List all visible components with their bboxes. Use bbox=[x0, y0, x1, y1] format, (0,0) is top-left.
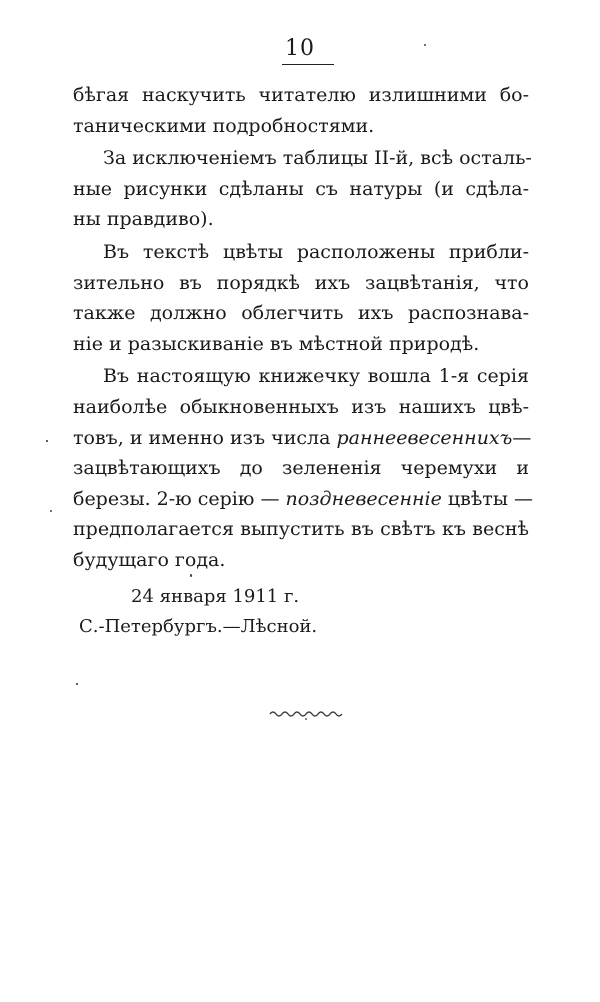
paragraph bbox=[73, 237, 529, 359]
print-speck bbox=[50, 510, 52, 512]
text-line: Въ текстѣ цвѣты расположены прибли- bbox=[103, 240, 529, 263]
text-line bbox=[73, 484, 533, 515]
text-line: За исключеніемъ таблицы II-й, всѣ осталь- bbox=[103, 147, 532, 170]
signature-date: 24 января 1911 г. bbox=[131, 586, 300, 607]
text-line: зацвѣтающихъ до зелененія черемухи и bbox=[73, 457, 529, 480]
print-speck bbox=[46, 440, 48, 442]
text-line: таническими подробностями. bbox=[73, 114, 375, 137]
text-line: также должно облегчить ихъ распознава- bbox=[73, 302, 529, 325]
text-line: Въ настоящую книжечку вошла 1-я серія bbox=[103, 365, 529, 388]
text-line: зительно въ порядкѣ ихъ зацвѣтанія, что bbox=[73, 271, 529, 294]
text-segment: березы. 2-ю серію — bbox=[73, 487, 286, 510]
text-line: наиболѣе обыкновенныхъ изъ нашихъ цвѣ- bbox=[73, 395, 529, 418]
signature-place: С.-Петербургъ.—Лѣсной. bbox=[79, 616, 318, 637]
text-line: предполагается выпустить въ свѣтъ къ веснѣ bbox=[73, 518, 529, 541]
italic-term: поздневесенніе bbox=[285, 487, 442, 510]
body-text bbox=[73, 80, 533, 576]
italic-term: раннеевесеннихъ bbox=[336, 426, 513, 449]
signature-block bbox=[73, 582, 317, 642]
text-line: ны правдиво). bbox=[73, 208, 214, 231]
text-line: ніе и разыскиваніе въ мѣстной природѣ. bbox=[73, 332, 480, 355]
print-speck bbox=[424, 44, 426, 46]
text-line: бѣгая наскучить читателю излишними бо- bbox=[73, 84, 529, 106]
page-number-rule bbox=[282, 64, 334, 65]
ornament-divider bbox=[268, 707, 344, 721]
print-speck bbox=[190, 574, 192, 577]
paragraph bbox=[73, 361, 533, 575]
text-segment: товъ, и именно изъ числа bbox=[73, 426, 337, 449]
paragraph bbox=[73, 80, 529, 141]
text-segment: — bbox=[512, 426, 532, 449]
text-line: ные рисунки сдѣланы съ натуры (и сдѣла- bbox=[73, 177, 529, 200]
text-line: будущаго года. bbox=[73, 548, 226, 571]
page-number: 10 bbox=[285, 36, 315, 61]
paragraph bbox=[73, 143, 532, 235]
text-line bbox=[73, 423, 532, 454]
print-speck bbox=[76, 683, 78, 685]
text-segment: цвѣты — bbox=[441, 487, 533, 510]
